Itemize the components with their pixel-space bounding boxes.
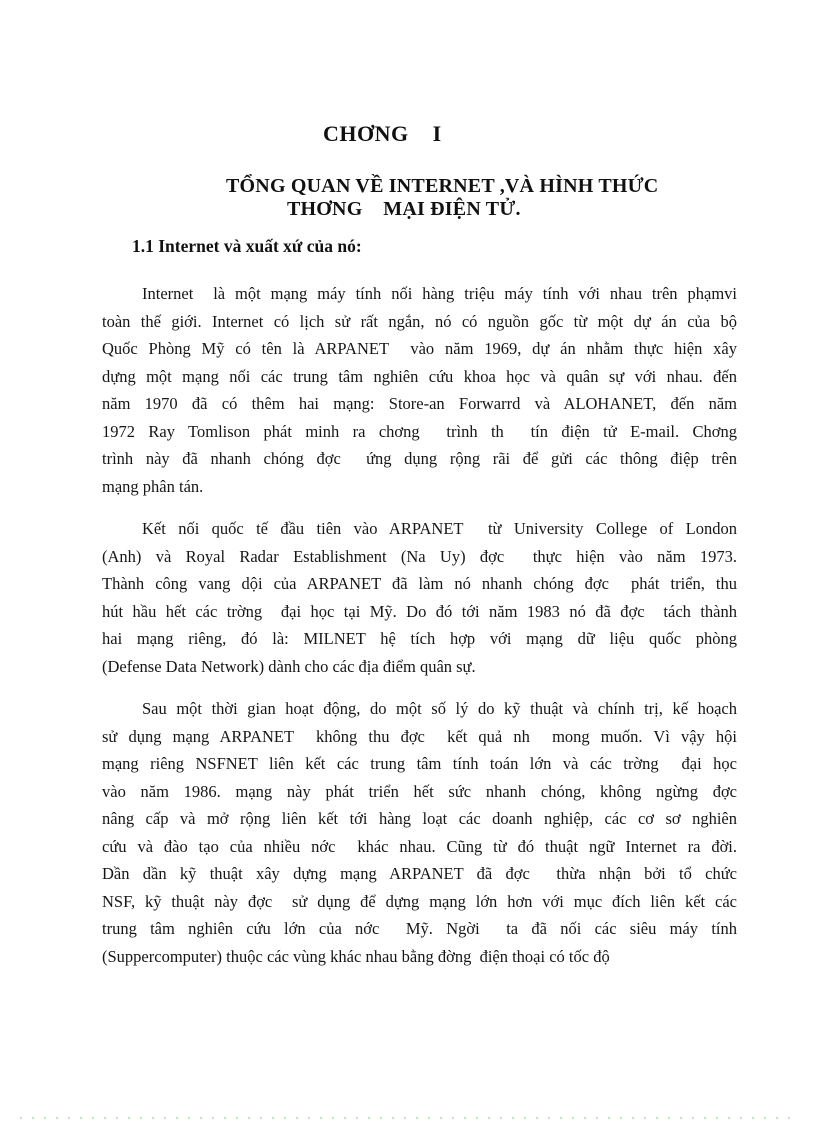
- paragraph-line: toàn thế giới. Internet có lịch sử rất ngắn, nó có nguồn gốc từ một dự án của bộ: [102, 311, 737, 331]
- paragraph-line: (Suppercomputer) thuộc các vùng khác nhau bằng đờng điện thoại có tốc độ: [102, 946, 610, 966]
- paragraph-line: trình này đã nhanh chóng đợc ứng dụng rộng rãi để gửi các thông điệp trên: [102, 449, 737, 468]
- section-heading: 1.1 Internet và xuất xứ của nó:: [132, 236, 362, 256]
- paragraph: [102, 695, 737, 970]
- body-text: [102, 280, 737, 970]
- paragraph-line: Thành công vang dội của ARPANET đã làm nó nhanh chóng đợc phát triển, thu: [102, 574, 737, 593]
- document-subtitle-line2: THƠNG MẠI ĐIỆN TỬ.: [287, 198, 521, 220]
- paragraph-line: mạng riêng NSFNET liên kết các trung tâm tính toán lớn và các trờng đại học: [102, 754, 737, 773]
- paragraph-line: NSF, kỹ thuật này đợc sử dụng để dựng mạng lớn hơn với mục đích liên kết các: [102, 891, 737, 911]
- paragraph-line: mạng phân tán.: [102, 476, 204, 496]
- paragraph-line: Internet là một mạng máy tính nối hàng triệu máy tính với nhau trên phạmvi: [142, 284, 737, 303]
- paragraph-line: sử dụng mạng ARPANET không thu đợc kết quả nh mong muốn. Vì vậy hội: [102, 726, 737, 746]
- bottom-dotted-line: [20, 1117, 792, 1119]
- paragraph-line: năm 1970 đã có thêm hai mạng: Store-an Forwarrd và ALOHANET, đến năm: [102, 394, 737, 413]
- paragraph-line: trung tâm nghiên cứu lớn của nớc Mỹ. Ngời ta đã nối các siêu máy tính: [102, 919, 737, 938]
- paragraph-line: nâng cấp và mở rộng liên kết tới hàng loạt các doanh nghiệp, các cơ sơ nghiên: [102, 809, 737, 828]
- paragraph-line: vào năm 1986. mạng này phát triển hết sức nhanh chóng, không ngừng đợc: [102, 781, 737, 801]
- paragraph-line: cứu và đào tạo của nhiều nớc khác nhau. Cũng từ đó thuật ngữ Internet ra đời.: [102, 836, 737, 856]
- paragraph: [102, 280, 737, 500]
- paragraph-line: 1972 Ray Tomlison phát minh ra chơng trình th tín điện tử E-mail. Chơng: [102, 421, 737, 441]
- chapter-title: CHƠNG I: [323, 121, 442, 146]
- paragraph-line: (Defense Data Network) dành cho các địa điểm quân sự.: [102, 656, 476, 676]
- paragraph-line: hút hầu hết các trờng đại học tại Mỹ. Do đó tới năm 1983 nó đã đợc tách thành: [102, 601, 737, 621]
- paragraph-line: Dần dần kỹ thuật xây dựng mạng ARPANET đã đợc thừa nhận bởi tổ chức: [102, 864, 737, 883]
- paragraph-line: (Anh) và Royal Radar Establishment (Na Uy) đợc thực hiện vào năm 1973.: [102, 546, 737, 566]
- document-subtitle-line1: TỔNG QUAN VỀ INTERNET ,VÀ HÌNH THỨC: [226, 175, 659, 197]
- paragraph: [102, 515, 737, 680]
- paragraph-line: Quốc Phòng Mỹ có tên là ARPANET vào năm 1969, dự án nhằm thực hiện xây: [102, 339, 737, 358]
- paragraph-line: Kết nối quốc tế đầu tiên vào ARPANET từ University College of London: [142, 519, 737, 538]
- paragraph-line: dựng một mạng nối các trung tâm nghiên cứu khoa học và quân sự với nhau. đến: [102, 366, 737, 386]
- paragraph-line: hai mạng riêng, đó là: MILNET hệ tích hợp với mạng dữ liệu quốc phòng: [102, 629, 737, 648]
- paragraph-line: Sau một thời gian hoạt động, do một số lý do kỹ thuật và chính trị, kế hoạch: [142, 699, 737, 718]
